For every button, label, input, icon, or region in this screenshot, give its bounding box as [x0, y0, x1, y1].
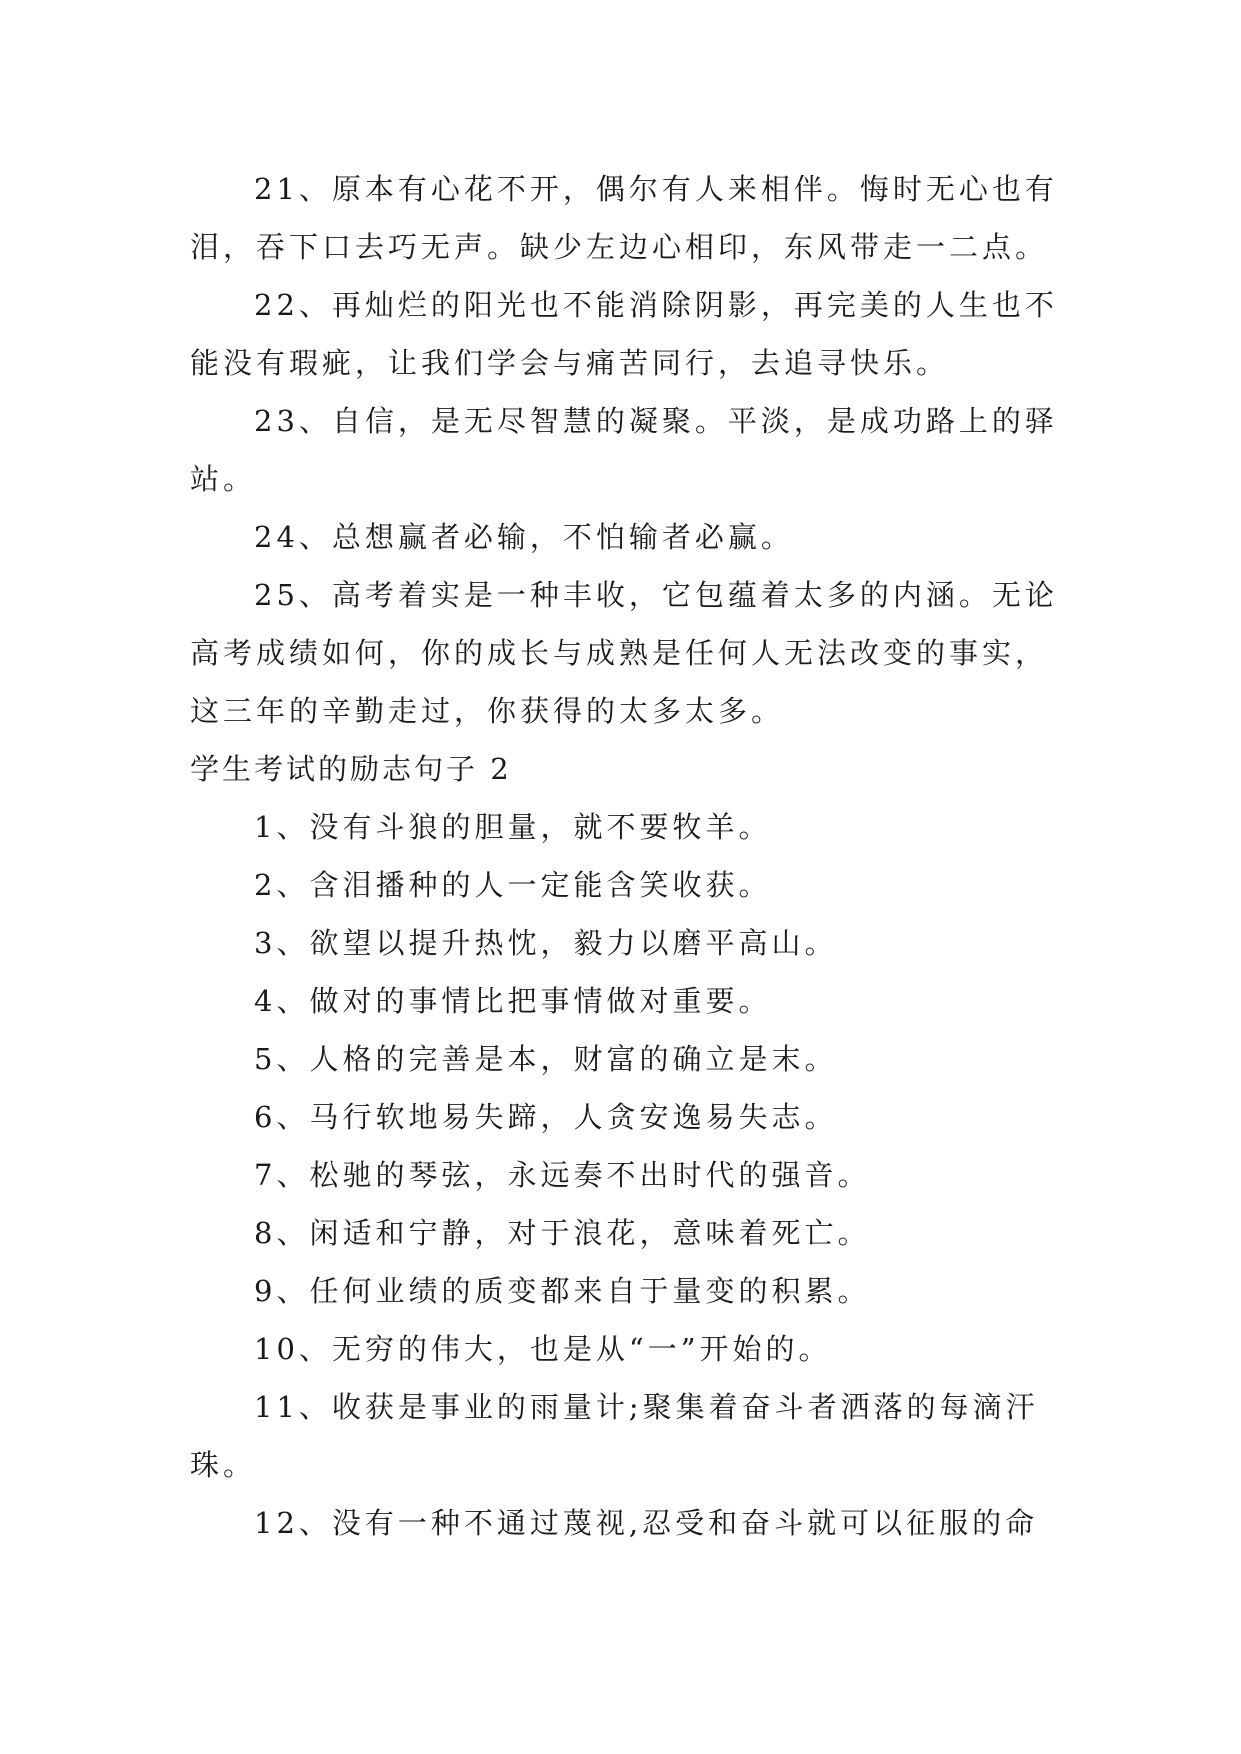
- paragraph-9: 9、任何业绩的质变都来自于量变的积累。: [254, 1274, 871, 1308]
- paragraph-4: 4、做对的事情比把事情做对重要。: [254, 984, 772, 1018]
- paragraph-7: 7、松驰的琴弦，永远奏不出时代的强音。: [254, 1158, 871, 1192]
- paragraph-23: 23、自信，是无尽智慧的凝聚。平淡，是成功路上的驿站。: [190, 404, 1058, 496]
- paragraph-21: 21、原本有心花不开，偶尔有人来相伴。悔时无心也有泪，吞下口去巧无声。缺少左边心相印，东风带走一二点。: [190, 172, 1058, 264]
- paragraph-6: 6、马行软地易失蹄，人贪安逸易失志。: [254, 1100, 838, 1134]
- document-body: [190, 160, 1070, 1552]
- paragraph-25: 25、高考着实是一种丰收，它包蕴着太多的内涵。无论高考成绩如何，你的成长与成熟是任何人无法改变的事实，这三年的辛勤走过，你获得的太多太多。: [190, 578, 1058, 728]
- paragraph-24: 24、总想赢者必输，不怕输者必赢。: [254, 520, 794, 554]
- paragraph-2: 2、含泪播种的人一定能含笑收获。: [254, 868, 772, 902]
- paragraph-10: 10、无穷的伟大，也是从“一”开始的。: [254, 1332, 832, 1366]
- paragraph-12: 12、没有一种不通过蔑视,忍受和奋斗就可以征服的命: [254, 1506, 1039, 1540]
- paragraph-3: 3、欲望以提升热忱，毅力以磨平高山。: [254, 926, 838, 960]
- section-heading: 学生考试的励志句子 2: [190, 752, 512, 786]
- paragraph-11: 11、收获是事业的雨量计;聚集着奋斗者洒落的每滴汗珠。: [190, 1390, 1039, 1482]
- paragraph-1: 1、没有斗狼的胆量，就不要牧羊。: [254, 810, 772, 844]
- paragraph-22: 22、再灿烂的阳光也不能消除阴影，再完美的人生也不能没有瑕疵，让我们学会与痛苦同行，去追寻快乐。: [190, 288, 1058, 380]
- paragraph-5: 5、人格的完善是本，财富的确立是末。: [254, 1042, 838, 1076]
- paragraph-8: 8、闲适和宁静，对于浪花，意味着死亡。: [254, 1216, 871, 1250]
